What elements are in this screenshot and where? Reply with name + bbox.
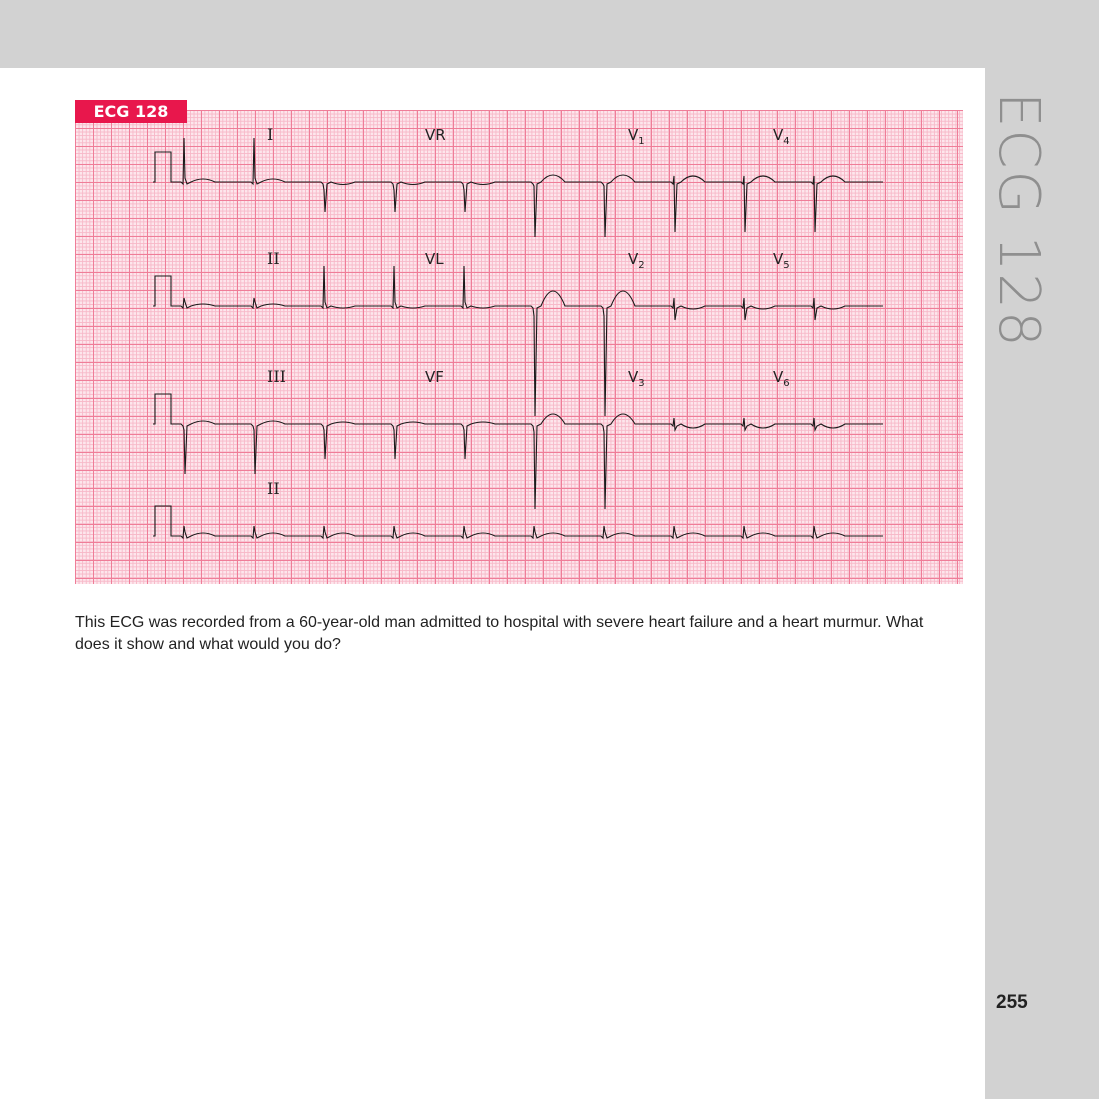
- lead-label: $V_1$: [628, 126, 645, 147]
- lead-label: III: [267, 367, 286, 386]
- top-band: [0, 0, 1099, 68]
- lead-label: $V_2$: [628, 250, 645, 271]
- lead-label: $V_3$: [628, 368, 645, 389]
- side-title: ECG 128: [986, 92, 1051, 349]
- lead-label: $V_4$: [773, 126, 790, 147]
- lead-label: II: [267, 249, 280, 268]
- lead-label: VR: [425, 126, 446, 144]
- lead-label: II: [267, 479, 280, 498]
- lead-label: I: [267, 125, 274, 144]
- ecg-trace: [153, 506, 883, 538]
- ecg-trace: [153, 266, 883, 416]
- ecg-traces: [75, 110, 963, 584]
- ecg-strip: [75, 110, 963, 584]
- ecg-tag: ECG 128: [75, 100, 187, 123]
- ecg-trace: [153, 138, 883, 237]
- question-text: This ECG was recorded from a 60-year-old man admitted to hospital with severe heart failure and a heart murmur. What does it show and what would you do?: [75, 614, 924, 653]
- lead-label: $V_6$: [773, 368, 790, 389]
- lead-label: $V_5$: [773, 250, 790, 271]
- lead-label: VL: [425, 250, 444, 268]
- lead-label: VF: [425, 368, 444, 386]
- ecg-trace: [153, 394, 883, 509]
- page-number: 255: [996, 992, 1028, 1013]
